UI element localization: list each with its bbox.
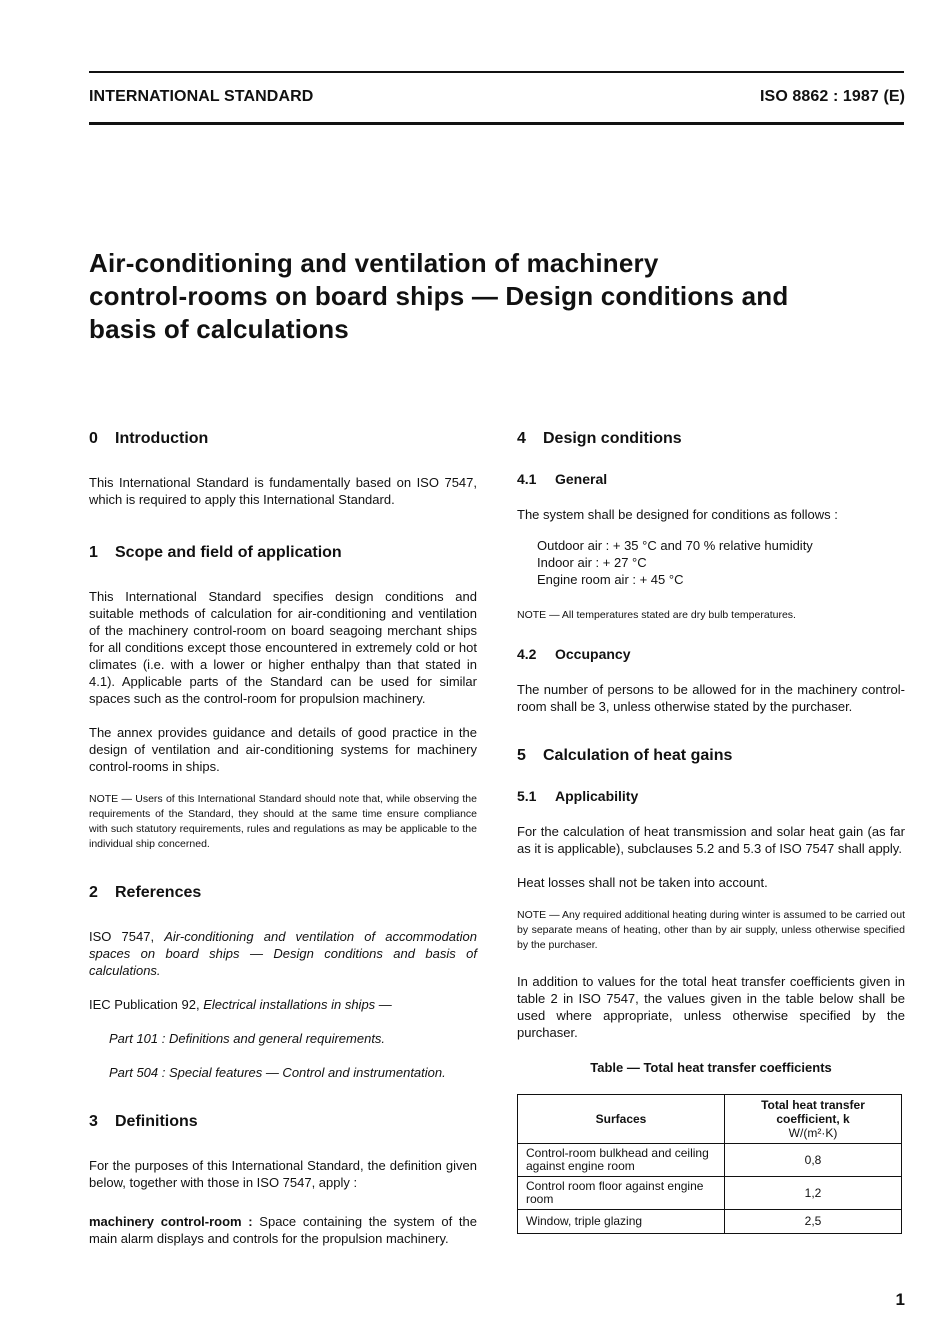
header-rule	[89, 122, 904, 125]
heating-note: NOTE — Any required additional heating during winter is assumed to be carried out by separate means of heating, other than by air supply, unless otherwise specified by the purchaser.	[517, 909, 905, 951]
section-title: Introduction	[115, 430, 209, 447]
section-number: 1	[89, 544, 98, 561]
general-paragraph: The system shall be designed for conditions as follows :	[517, 507, 838, 522]
temperature-note: NOTE — All temperatures stated are dry bulb temperatures.	[517, 609, 796, 621]
heat-transfer-table	[517, 1094, 902, 1234]
condition-engine-room-air: Engine room air : + 45 °C	[537, 572, 684, 587]
header-line: Total heat transfer	[761, 1098, 865, 1112]
section-4-heading	[517, 428, 905, 450]
section-1-heading	[89, 542, 477, 564]
section-title: Applicability	[555, 788, 639, 804]
column-header-surfaces: Surfaces	[518, 1095, 725, 1144]
reference-title: Electrical installations in ships —	[203, 997, 392, 1012]
reference-code: IEC Publication 92,	[89, 997, 200, 1012]
table-row	[518, 1144, 902, 1177]
table-caption: Table — Total heat transfer coefficients	[590, 1060, 832, 1075]
coefficient-cell: 0,8	[725, 1144, 902, 1177]
title-line-2: control-rooms on board ships — Design conditions and	[89, 281, 789, 311]
occupancy-paragraph: The number of persons to be allowed for in the machinery control-room shall be 3, unless otherwise stated by the purchaser.	[517, 682, 905, 714]
intro-paragraph: This International Standard is fundamentally based on ISO 7547, which is required to apply this International Standard.	[89, 475, 477, 507]
left-column	[89, 428, 477, 1264]
section-number: 4.1	[517, 471, 537, 487]
surface-cell: Control room floor against engine room	[518, 1177, 725, 1210]
title-line-1: Air-conditioning and ventilation of machinery	[89, 248, 659, 278]
definition-entry	[89, 1213, 477, 1247]
reference-iec-92	[89, 996, 477, 1013]
reference-part-101: Part 101 : Definitions and general requirements.	[109, 1031, 386, 1046]
section-title: References	[115, 884, 202, 901]
section-title: Definitions	[115, 1113, 198, 1130]
annex-paragraph: The annex provides guidance and details of good practice in the design of ventilation and air-conditioning systems for machinery control-rooms in ships.	[89, 725, 477, 774]
page-number: 1	[895, 1290, 905, 1309]
column-header-coefficient	[725, 1095, 902, 1144]
condition-indoor-air: Indoor air : + 27 °C	[537, 555, 647, 570]
section-number: 4	[517, 430, 526, 447]
section-title: Design conditions	[543, 430, 682, 447]
reference-code: ISO 7547,	[89, 929, 155, 944]
section-4-1-heading	[517, 470, 905, 488]
section-2-heading	[89, 882, 477, 904]
section-number: 3	[89, 1113, 98, 1130]
top-rule	[89, 71, 904, 73]
reference-iso-7547	[89, 928, 477, 979]
coefficient-cell: 2,5	[725, 1210, 902, 1234]
header-right: ISO 8862 : 1987 (E)	[760, 88, 906, 105]
section-0-heading	[89, 428, 477, 450]
coefficients-paragraph: In addition to values for the total heat transfer coefficients given in table 2 in ISO 7547, the values given in the table below shall be used where appropriate, unless otherwise specified by the purchaser.	[517, 974, 905, 1040]
section-3-heading	[89, 1111, 477, 1133]
section-title: Occupancy	[555, 646, 631, 662]
section-number: 4.2	[517, 646, 537, 662]
header-line: coefficient, k	[776, 1112, 850, 1126]
section-4-2-heading	[517, 645, 905, 663]
definition-term: machinery control-room :	[89, 1214, 253, 1229]
definitions-paragraph: For the purposes of this International Standard, the definition given below, together with those in ISO 7547, apply :	[89, 1158, 477, 1190]
section-title: Scope and field of application	[115, 544, 342, 561]
section-5-heading	[517, 745, 905, 767]
section-5-1-heading	[517, 787, 905, 805]
applicability-paragraph: For the calculation of heat transmission and solar heat gain (as far as it is applicable), subclauses 5.2 and 5.3 of ISO 7547 shall apply.	[517, 824, 905, 856]
section-title: Calculation of heat gains	[543, 747, 733, 764]
coefficient-cell: 1,2	[725, 1177, 902, 1210]
table-row	[518, 1210, 902, 1234]
table-header-row	[518, 1095, 902, 1144]
section-number: 2	[89, 884, 98, 901]
header-units: W/(m²·K)	[788, 1126, 838, 1140]
condition-outdoor-air: Outdoor air : + 35 °C and 70 % relative humidity	[537, 538, 813, 553]
title-line-3: basis of calculations	[89, 314, 349, 344]
surface-cell: Control-room bulkhead and ceiling against engine room	[518, 1144, 725, 1177]
header-left: INTERNATIONAL STANDARD	[89, 88, 314, 105]
heat-losses-paragraph: Heat losses shall not be taken into account.	[517, 875, 768, 890]
section-number: 5.1	[517, 788, 537, 804]
reference-part-504: Part 504 : Special features — Control and instrumentation.	[109, 1065, 446, 1080]
document-title	[89, 247, 889, 346]
section-number: 0	[89, 430, 98, 447]
table-row	[518, 1177, 902, 1210]
section-number: 5	[517, 747, 526, 764]
definition-text: Space containing the system of the main alarm displays and controls for the propulsion machinery.	[89, 1214, 477, 1246]
section-title: General	[555, 471, 608, 487]
reference-title: Air-conditioning and ventilation of accommodation spaces on board ships — Design conditions and basis of calculations.	[89, 929, 477, 978]
scope-note: NOTE — Users of this International Standard should note that, while observing the requirements of the Standard, they should at the same time ensure compliance with such statutory requirements, rules and regulations as may be applicable to the individual ship concerned.	[89, 793, 477, 850]
right-column	[517, 428, 905, 1234]
surface-cell: Window, triple glazing	[518, 1210, 725, 1234]
design-conditions-list	[537, 537, 905, 588]
scope-paragraph: This International Standard specifies design conditions and suitable methods of calculation for air-conditioning and ventilation of the machinery control-room on board seagoing merchant ships for all conditions except those encountered in extremely cold or hot climates (i.e. with a lower or higher enthalpy than that stated in 4.1). Applicable parts of the Standard can be used for similar spaces such as the control-room for propulsion machinery.	[89, 589, 477, 706]
